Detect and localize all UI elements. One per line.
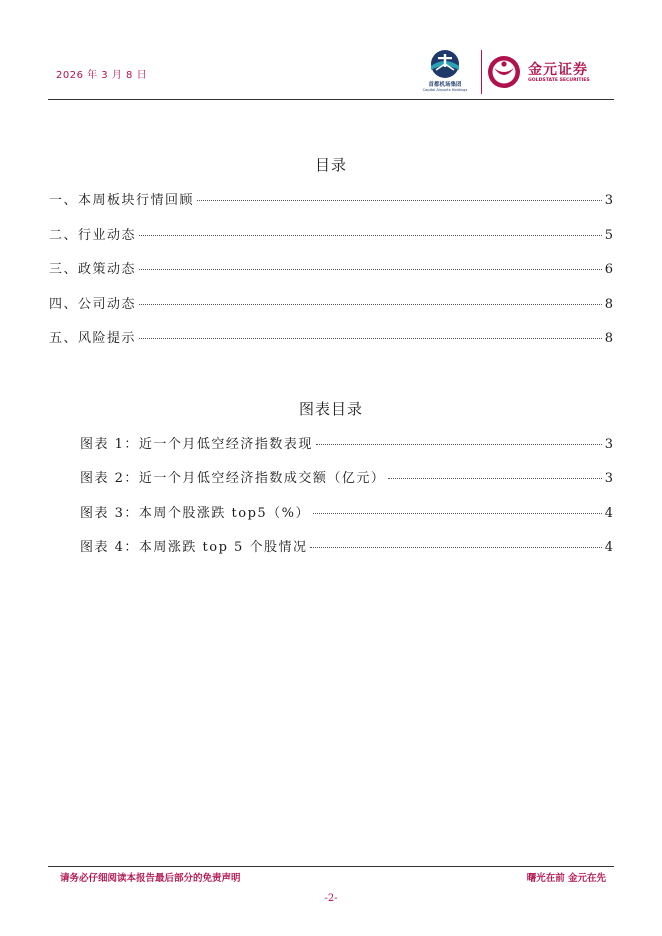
toc-item-label: 四、公司动态 bbox=[49, 297, 137, 312]
toc-item[interactable] bbox=[49, 327, 613, 345]
toc-item-page: 5 bbox=[604, 228, 613, 243]
toc-leader-dots bbox=[139, 268, 602, 270]
figure-leader-dots bbox=[388, 477, 601, 479]
toc-leader-dots bbox=[139, 303, 602, 305]
footer-rule bbox=[48, 866, 614, 867]
page-number: -2- bbox=[324, 893, 338, 904]
toc-title: 目录 bbox=[314, 156, 347, 174]
capital-airports-name: 首都机场集团 bbox=[428, 82, 462, 88]
toc-item-page: 8 bbox=[604, 331, 613, 346]
toc-leader-dots bbox=[197, 199, 602, 201]
toc-item-label: 三、政策动态 bbox=[49, 262, 137, 277]
figure-item-label: 图表 1：近一个月低空经济指数表现 bbox=[80, 437, 313, 452]
figure-item-label: 图表 3：本周个股涨跌 top5（%） bbox=[80, 506, 311, 521]
capital-airports-emblem-icon bbox=[412, 48, 478, 80]
report-date: 2026 年 3 月 8 日 bbox=[56, 70, 148, 81]
footer-disclaimer: 请务必仔细阅读本报告最后部分的免责声明 bbox=[60, 873, 241, 884]
figure-item[interactable] bbox=[80, 536, 613, 554]
logo-divider bbox=[481, 50, 482, 94]
figure-item-page: 4 bbox=[604, 506, 613, 521]
goldstate-name-cn: 金元证券 bbox=[528, 62, 588, 78]
figure-leader-dots bbox=[313, 512, 602, 514]
toc-item[interactable] bbox=[49, 293, 613, 311]
toc-item-page: 6 bbox=[604, 262, 613, 277]
toc-item-page: 3 bbox=[604, 193, 613, 208]
figure-item-label: 图表 4：本周涨跌 top 5 个股情况 bbox=[80, 540, 308, 555]
figure-item-page: 3 bbox=[604, 471, 613, 486]
toc-item-label: 五、风险提示 bbox=[49, 331, 137, 346]
header-rule bbox=[48, 99, 614, 100]
footer-slogan: 曙光在前 金元在先 bbox=[526, 873, 606, 884]
goldstate-emblem-icon bbox=[486, 54, 522, 90]
figures-title: 图表目录 bbox=[298, 400, 363, 418]
figure-item[interactable] bbox=[80, 433, 613, 451]
toc-item-page: 8 bbox=[604, 297, 613, 312]
capital-airports-en: Capital Airports Holdings bbox=[422, 88, 468, 92]
figure-item-page: 3 bbox=[604, 437, 613, 452]
figure-leader-dots bbox=[310, 546, 601, 548]
goldstate-name-en: GOLDSTATE SECURITIES bbox=[528, 78, 590, 83]
capital-airports-logo bbox=[412, 48, 478, 96]
figure-item[interactable] bbox=[80, 467, 613, 485]
figure-item-page: 4 bbox=[604, 540, 613, 555]
figure-leader-dots bbox=[316, 443, 602, 445]
toc-item-label: 一、本周板块行情回顾 bbox=[49, 193, 195, 208]
goldstate-logo bbox=[486, 52, 616, 92]
toc-item-label: 二、行业动态 bbox=[49, 228, 137, 243]
figure-item-label: 图表 2：近一个月低空经济指数成交额（亿元） bbox=[80, 471, 386, 486]
figure-item[interactable] bbox=[80, 502, 613, 520]
toc-leader-dots bbox=[139, 234, 602, 236]
toc-item[interactable] bbox=[49, 224, 613, 242]
toc-item[interactable] bbox=[49, 189, 613, 207]
toc-item[interactable] bbox=[49, 258, 613, 276]
toc-leader-dots bbox=[139, 337, 602, 339]
